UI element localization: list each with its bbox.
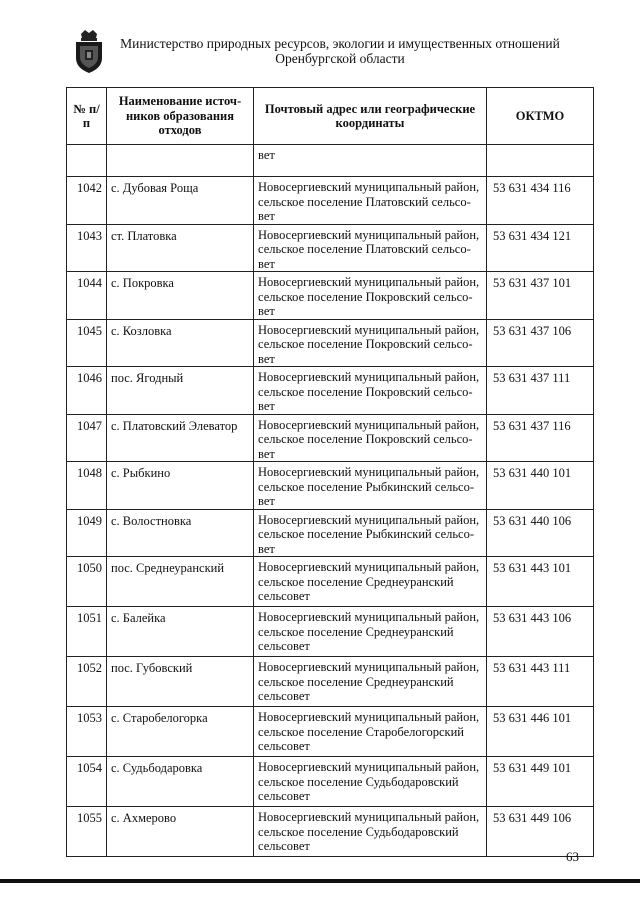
address: Новосергиевский муниципальный район, сельское поселение Старобелогорский сельсовет: [254, 707, 487, 757]
source-name: ст. Платовка: [107, 224, 254, 272]
row-number: 1044: [67, 272, 107, 320]
page-number: 63: [566, 849, 579, 864]
row-number: 1043: [67, 224, 107, 272]
row-number: 1054: [67, 757, 107, 807]
row-number: 1053: [67, 707, 107, 757]
header-line-2: Оренбургской области: [275, 51, 405, 66]
source-name: с. Платовский Элеватор: [107, 414, 254, 462]
table-row: [67, 509, 594, 557]
address: Новосергиевский муниципальный район, сельское поселение Платовский сельсо-вет: [254, 224, 487, 272]
address: Новосергиевский муниципальный район, сельское поселение Рыбкинский сельсо-вет: [254, 509, 487, 557]
address: Новосергиевский муниципальный район, сельское поселение Покровский сельсо-вет: [254, 319, 487, 367]
table-row: [67, 224, 594, 272]
oktmo-code: 53 631 434 116: [487, 177, 594, 225]
table-row: [67, 177, 594, 225]
table-row: [67, 657, 594, 707]
source-name: с. Судьбодаровка: [107, 757, 254, 807]
column-header-name: Наименование источ-ников образования отходов: [107, 88, 254, 145]
continuation-text: вет: [254, 145, 487, 177]
address: Новосергиевский муниципальный район, сельское поселение Судьбодаровский сельсовет: [254, 757, 487, 807]
source-name: с. Рыбкино: [107, 462, 254, 510]
oktmo-code: 53 631 443 111: [487, 657, 594, 707]
table-row: [67, 272, 594, 320]
table-header-row: [67, 88, 594, 145]
bottom-rule: [0, 879, 640, 883]
address: Новосергиевский муниципальный район, сельское поселение Судьбодаровский сельсовет: [254, 807, 487, 857]
row-number: 1050: [67, 557, 107, 607]
source-name: с. Старобелогорка: [107, 707, 254, 757]
row-number: 1055: [67, 807, 107, 857]
table-row: [67, 807, 594, 857]
oktmo-code: 53 631 437 101: [487, 272, 594, 320]
row-number: 1046: [67, 367, 107, 415]
table-row: [67, 414, 594, 462]
row-number: 1048: [67, 462, 107, 510]
address: Новосергиевский муниципальный район, сельское поселение Покровский сельсо-вет: [254, 414, 487, 462]
table-row: [67, 319, 594, 367]
source-name: с. Козловка: [107, 319, 254, 367]
oktmo-code: 53 631 437 111: [487, 367, 594, 415]
source-name: пос. Губовский: [107, 657, 254, 707]
address: Новосергиевский муниципальный район, сельское поселение Покровский сельсо-вет: [254, 272, 487, 320]
oktmo-code: 53 631 437 116: [487, 414, 594, 462]
oktmo-code: 53 631 440 106: [487, 509, 594, 557]
oktmo-code: 53 631 446 101: [487, 707, 594, 757]
source-name: с. Дубовая Роща: [107, 177, 254, 225]
row-number: 1049: [67, 509, 107, 557]
source-name: с. Волостновка: [107, 509, 254, 557]
address: Новосергиевский муниципальный район, сельское поселение Покровский сельсо-вет: [254, 367, 487, 415]
row-number: 1042: [67, 177, 107, 225]
address: Новосергиевский муниципальный район, сельское поселение Среднеуранский сельсовет: [254, 607, 487, 657]
oktmo-code: 53 631 443 101: [487, 557, 594, 607]
oktmo-code: 53 631 440 101: [487, 462, 594, 510]
source-name: пос. Среднеуранский: [107, 557, 254, 607]
table-row: [67, 367, 594, 415]
table-row: [67, 707, 594, 757]
column-header-oktmo: ОКТМО: [487, 88, 594, 145]
source-name: с. Ахмерово: [107, 807, 254, 857]
table-row: [67, 557, 594, 607]
table-row: [67, 607, 594, 657]
row-number: 1051: [67, 607, 107, 657]
oktmo-code: 53 631 434 121: [487, 224, 594, 272]
address: Новосергиевский муниципальный район, сельское поселение Рыбкинский сельсо-вет: [254, 462, 487, 510]
oktmo-code: 53 631 449 106: [487, 807, 594, 857]
continuation-row: [67, 145, 594, 177]
address: Новосергиевский муниципальный район, сельское поселение Платовский сельсо-вет: [254, 177, 487, 225]
sources-table: [66, 87, 594, 857]
column-header-number: № п/п: [67, 88, 107, 145]
address: Новосергиевский муниципальный район, сельское поселение Среднеуранский сельсовет: [254, 557, 487, 607]
oktmo-code: 53 631 449 101: [487, 757, 594, 807]
oktmo-code: 53 631 443 106: [487, 607, 594, 657]
row-number: 1047: [67, 414, 107, 462]
source-name: с. Покровка: [107, 272, 254, 320]
table-row: [67, 462, 594, 510]
coat-of-arms-icon: [72, 30, 106, 74]
source-name: пос. Ягодный: [107, 367, 254, 415]
row-number: 1045: [67, 319, 107, 367]
column-header-address: Почтовый адрес или географические координаты: [254, 88, 487, 145]
source-name: с. Балейка: [107, 607, 254, 657]
table-row: [67, 757, 594, 807]
header-line-1: Министерство природных ресурсов, экологии и имущественных отношений: [120, 36, 560, 51]
ministry-header: [110, 36, 570, 66]
row-number: 1052: [67, 657, 107, 707]
oktmo-code: 53 631 437 106: [487, 319, 594, 367]
address: Новосергиевский муниципальный район, сельское поселение Среднеуранский сельсовет: [254, 657, 487, 707]
